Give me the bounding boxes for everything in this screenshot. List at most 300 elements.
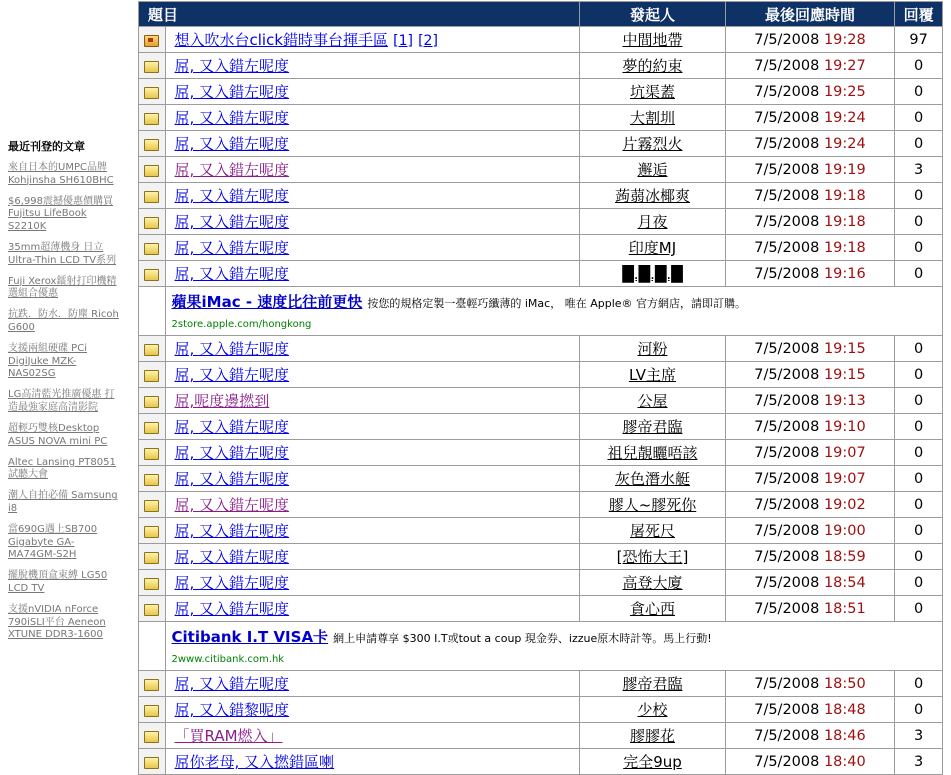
last-reply-date: 7/5/2008 <box>754 675 820 692</box>
sidebar-article-link[interactable]: 擺脫機頂盒束縛 LG50 LCD TV <box>8 570 108 594</box>
ad-url[interactable]: 2store.apple.com/hongkong <box>171 319 312 330</box>
last-reply-cell <box>725 209 894 235</box>
last-reply-cell <box>725 466 894 492</box>
topic-title-cell <box>165 362 580 388</box>
last-reply-cell <box>725 53 894 79</box>
author-cell <box>580 209 726 235</box>
last-reply-date: 7/5/2008 <box>754 187 820 204</box>
last-reply-time: 19:18 <box>823 213 866 230</box>
author-cell <box>580 131 726 157</box>
topic-title-link[interactable]: 屌, 又入錯左呢度 <box>174 109 290 127</box>
last-reply-cell <box>725 183 894 209</box>
topic-title-cell <box>165 723 580 749</box>
last-reply-date: 7/5/2008 <box>754 83 820 100</box>
folder-icon <box>144 370 159 382</box>
last-reply-date: 7/5/2008 <box>754 135 820 152</box>
last-reply-cell <box>725 336 894 362</box>
reply-count: 0 <box>895 544 943 570</box>
last-reply-cell <box>725 544 894 570</box>
topic-icon-cell <box>139 544 166 570</box>
table-row <box>139 596 943 622</box>
author-cell <box>580 183 726 209</box>
topic-icon-cell <box>139 235 166 261</box>
author-link[interactable]: 膠帝君臨 <box>622 418 683 436</box>
header-author: 發起人 <box>580 2 726 27</box>
last-reply-date: 7/5/2008 <box>754 239 820 256</box>
topic-icon-cell <box>139 414 166 440</box>
topic-icon-cell <box>139 697 166 723</box>
sidebar <box>0 0 130 752</box>
author-link[interactable]: 屠死尺 <box>629 522 675 540</box>
reply-count: 0 <box>895 209 943 235</box>
author-link[interactable]: 印度MJ <box>628 239 677 257</box>
table-row <box>139 570 943 596</box>
last-reply-date: 7/5/2008 <box>754 340 820 357</box>
topic-title-cell <box>165 466 580 492</box>
topic-title-link[interactable]: 屌, 又入錯左呢度 <box>174 187 290 205</box>
folder-icon <box>144 165 159 177</box>
reply-count: 0 <box>895 336 943 362</box>
table-row <box>139 388 943 414</box>
reply-count: 0 <box>895 466 943 492</box>
last-reply-time: 19:15 <box>823 340 866 357</box>
author-cell <box>580 105 726 131</box>
topic-title-link[interactable]: 屌, 又入錯左呢度 <box>174 444 290 462</box>
last-reply-date: 7/5/2008 <box>754 31 820 48</box>
topic-title-link[interactable]: 屌, 又入錯左呢度 <box>174 239 290 257</box>
author-link[interactable]: 膠人~膠死你 <box>608 496 697 514</box>
last-reply-time: 18:54 <box>823 574 866 591</box>
topic-icon-cell <box>139 388 166 414</box>
author-cell <box>580 440 726 466</box>
topic-title-link[interactable]: 屌, 又入錯左呢度 <box>174 522 290 540</box>
sidebar-article-link[interactable]: 抗跌．防水．防塵 Ricoh G600 <box>8 309 119 333</box>
author-link[interactable]: 片霧烈火 <box>622 135 683 153</box>
author-link[interactable]: 祖兒靚曬唔該 <box>607 444 698 462</box>
reply-count: 0 <box>895 414 943 440</box>
sidebar-article-link[interactable]: 超輕巧雙核Desktop ASUS NOVA mini PC <box>8 423 108 447</box>
author-link[interactable]: 貪心西 <box>629 600 675 618</box>
folder-icon <box>144 757 159 769</box>
last-reply-time: 18:51 <box>823 600 866 617</box>
author-cell <box>580 518 726 544</box>
reply-count: 0 <box>895 79 943 105</box>
last-reply-time: 19:25 <box>823 83 866 100</box>
last-reply-time: 19:07 <box>823 470 866 487</box>
topic-title-link[interactable]: 屌, 又入錯左呢度 <box>174 265 290 283</box>
topic-icon-cell <box>139 596 166 622</box>
folder-icon <box>144 344 159 356</box>
author-cell <box>580 671 726 697</box>
last-reply-time: 18:46 <box>823 727 866 744</box>
reply-count: 0 <box>895 596 943 622</box>
topic-title-link[interactable]: 屌, 又入錯左呢度 <box>174 161 290 179</box>
folder-icon <box>144 422 159 434</box>
last-reply-cell <box>725 388 894 414</box>
sidebar-article-link[interactable]: 支援兩組硬碟 PCi DigiJuke MZK-NAS02SG <box>8 343 87 380</box>
folder-icon <box>144 448 159 460</box>
author-cell <box>580 723 726 749</box>
reply-count: 0 <box>895 183 943 209</box>
header-last-reply: 最後回應時間 <box>725 2 894 27</box>
last-reply-time: 19:13 <box>823 392 866 409</box>
reply-count: 0 <box>895 697 943 723</box>
topic-title-cell <box>165 183 580 209</box>
folder-icon <box>144 526 159 538</box>
topic-title-cell <box>165 209 580 235</box>
author-cell <box>580 79 726 105</box>
reply-count: 0 <box>895 518 943 544</box>
sponsored-row <box>139 622 943 671</box>
last-reply-time: 19:10 <box>823 418 866 435</box>
topic-title-cell <box>165 492 580 518</box>
last-reply-cell <box>725 131 894 157</box>
author-link[interactable]: 河粉 <box>637 340 668 358</box>
topic-title-cell <box>165 157 580 183</box>
author-cell <box>580 466 726 492</box>
topic-icon-cell <box>139 723 166 749</box>
author-cell <box>580 749 726 775</box>
reply-count: 0 <box>895 362 943 388</box>
folder-icon <box>144 396 159 408</box>
topic-title-link[interactable]: 「買RAM燃入」 <box>174 727 283 745</box>
topic-title-cell <box>165 388 580 414</box>
table-row <box>139 79 943 105</box>
topic-icon-cell <box>139 261 166 287</box>
topic-title-cell <box>165 53 580 79</box>
topic-title-cell <box>165 336 580 362</box>
last-reply-cell <box>725 362 894 388</box>
folder-icon <box>144 731 159 743</box>
ad-icon-cell <box>139 622 166 671</box>
author-cell <box>580 53 726 79</box>
last-reply-date: 7/5/2008 <box>754 522 820 539</box>
recent-articles-list <box>8 162 122 650</box>
last-reply-cell <box>725 492 894 518</box>
table-row <box>139 209 943 235</box>
reply-count: 0 <box>895 671 943 697</box>
table-row <box>139 671 943 697</box>
forum-topic-table <box>138 1 943 775</box>
last-reply-cell <box>725 261 894 287</box>
last-reply-time: 18:59 <box>823 548 866 565</box>
reply-count: 0 <box>895 105 943 131</box>
author-cell <box>580 235 726 261</box>
table-row <box>139 440 943 466</box>
sidebar-article-link[interactable]: 當690G遇上SB700 Gigabyte GA-MA74GM-S2H <box>8 524 98 561</box>
topic-title-link[interactable]: 屌, 又入錯左呢度 <box>174 574 290 592</box>
topic-icon-cell <box>139 749 166 775</box>
last-reply-cell <box>725 157 894 183</box>
reply-count: 0 <box>895 261 943 287</box>
topic-title-link[interactable]: 屌, 又入錯左呢度 <box>174 470 290 488</box>
author-cell <box>580 697 726 723</box>
author-cell <box>580 544 726 570</box>
last-reply-date: 7/5/2008 <box>754 600 820 617</box>
topic-title-cell <box>165 27 580 53</box>
ad-headline-link[interactable]: Citibank I.T VISA卡 <box>171 628 329 646</box>
author-link[interactable]: 高登大廈 <box>622 574 683 592</box>
header-topic: 題目 <box>139 2 580 27</box>
table-row <box>139 131 943 157</box>
topic-title-link[interactable]: 屌, 又入錯黎呢度 <box>174 701 290 719</box>
sidebar-title: 最近刊登的文章 <box>8 140 85 153</box>
reply-count: 3 <box>895 749 943 775</box>
ad-description: 網上申請尊享 $300 I.T或tout a coup 現金券、izzue原木時計等。馬上行動! <box>333 632 712 645</box>
author-link[interactable]: █.█.█.█ <box>622 265 683 283</box>
folder-icon <box>144 269 159 281</box>
last-reply-date: 7/5/2008 <box>754 366 820 383</box>
table-row <box>139 183 943 209</box>
author-link[interactable]: LV主席 <box>628 366 676 384</box>
sponsored-row <box>139 287 943 336</box>
last-reply-date: 7/5/2008 <box>754 548 820 565</box>
folder-icon <box>144 578 159 590</box>
last-reply-date: 7/5/2008 <box>754 57 820 74</box>
topic-title-cell <box>165 518 580 544</box>
topic-title-link[interactable]: 屌, 又入錯左呢度 <box>174 213 290 231</box>
last-reply-cell <box>725 414 894 440</box>
topic-title-cell <box>165 105 580 131</box>
table-row <box>139 414 943 440</box>
author-cell <box>580 570 726 596</box>
forum-table-body <box>139 27 943 775</box>
author-link[interactable]: [恐怖大王] <box>616 548 689 566</box>
reply-count: 0 <box>895 570 943 596</box>
table-row <box>139 723 943 749</box>
last-reply-date: 7/5/2008 <box>754 574 820 591</box>
sidebar-article-link[interactable]: $6,998震撼優惠價購買Fujitsu LifeBook S2210K <box>8 195 113 232</box>
folder-icon <box>144 113 159 125</box>
last-reply-date: 7/5/2008 <box>754 392 820 409</box>
table-row <box>139 544 943 570</box>
reply-count: 0 <box>895 388 943 414</box>
page-link[interactable]: [2] <box>418 33 438 49</box>
last-reply-cell <box>725 27 894 53</box>
sidebar-article-link[interactable]: LG高清藍光推廣優惠 打造最強家庭高清影院 <box>8 389 115 413</box>
last-reply-time: 19:24 <box>823 135 866 152</box>
hot-topic-folder-icon <box>144 35 159 47</box>
sidebar-article-link[interactable]: Altec Lansing PT8051 試聽大會 <box>8 456 116 481</box>
last-reply-date: 7/5/2008 <box>754 753 820 770</box>
author-cell <box>580 27 726 53</box>
author-cell <box>580 336 726 362</box>
author-link[interactable]: 蒟蒻冰椰爽 <box>614 187 690 205</box>
table-row <box>139 105 943 131</box>
topic-icon-cell <box>139 671 166 697</box>
topic-icon-cell <box>139 570 166 596</box>
last-reply-time: 19:18 <box>823 239 866 256</box>
topic-title-cell <box>165 414 580 440</box>
ad-cell <box>165 622 942 671</box>
author-link[interactable]: 邂逅 <box>637 161 668 179</box>
author-link[interactable]: 坑渠蓋 <box>629 83 675 101</box>
folder-icon <box>144 500 159 512</box>
reply-count: 3 <box>895 157 943 183</box>
topic-title-link[interactable]: 屌, 又入錯左呢度 <box>174 366 290 384</box>
reply-count: 3 <box>895 723 943 749</box>
ad-headline-link[interactable]: 蘋果iMac - 速度比往前更快 <box>171 293 363 311</box>
topic-icon-cell <box>139 336 166 362</box>
last-reply-date: 7/5/2008 <box>754 109 820 126</box>
reply-count: 0 <box>895 53 943 79</box>
folder-icon <box>144 243 159 255</box>
reply-count: 97 <box>895 27 943 53</box>
topic-title-cell <box>165 697 580 723</box>
author-link[interactable]: 夢的約束 <box>622 57 683 75</box>
sidebar-article-link[interactable]: 潮人自拍必備 Samsung i8 <box>8 490 118 514</box>
table-header-row <box>139 2 943 27</box>
topic-icon-cell <box>139 466 166 492</box>
sidebar-article-link[interactable]: 支援nVIDIA nForce 790iSLI平台 Aeneon XTUNE DDR3-1600 <box>8 604 106 641</box>
reply-count: 0 <box>895 131 943 157</box>
topic-icon-cell <box>139 183 166 209</box>
folder-icon <box>144 552 159 564</box>
last-reply-time: 19:19 <box>823 161 866 178</box>
last-reply-time: 19:16 <box>823 265 866 282</box>
topic-icon-cell <box>139 492 166 518</box>
last-reply-time: 19:28 <box>823 31 866 48</box>
topic-icon-cell <box>139 440 166 466</box>
author-link[interactable]: 少校 <box>637 701 668 719</box>
topic-icon-cell <box>139 27 166 53</box>
table-row <box>139 749 943 775</box>
last-reply-time: 18:50 <box>823 675 866 692</box>
author-link[interactable]: 大割圳 <box>629 109 675 127</box>
last-reply-date: 7/5/2008 <box>754 161 820 178</box>
last-reply-cell <box>725 570 894 596</box>
topic-icon-cell <box>139 157 166 183</box>
author-cell <box>580 388 726 414</box>
topic-title-cell <box>165 671 580 697</box>
topic-title-link[interactable]: 屌, 又入錯左呢度 <box>174 57 290 75</box>
last-reply-date: 7/5/2008 <box>754 701 820 718</box>
table-row <box>139 466 943 492</box>
topic-title-link[interactable]: 屌, 又入錯左呢度 <box>174 418 290 436</box>
ad-icon-cell <box>139 287 166 336</box>
table-row <box>139 157 943 183</box>
last-reply-time: 19:27 <box>823 57 866 74</box>
last-reply-cell <box>725 235 894 261</box>
ad-cell <box>165 287 942 336</box>
topic-title-link[interactable]: 屌, 又入錯左呢度 <box>174 600 290 618</box>
author-cell <box>580 414 726 440</box>
folder-icon <box>144 61 159 73</box>
table-row <box>139 27 943 53</box>
author-cell <box>580 362 726 388</box>
topic-title-cell <box>165 131 580 157</box>
last-reply-cell <box>725 440 894 466</box>
topic-title-link[interactable]: 屌, 又入錯左呢度 <box>174 496 290 514</box>
ad-description: 按您的規格定製一臺輕巧纖薄的 iMac， 唯在 Apple® 官方網店，請即訂購。 <box>367 297 747 310</box>
author-link[interactable]: 膠膠花 <box>629 727 675 745</box>
sidebar-article-link[interactable]: 35mm超薄機身 日立Ultra-Thin LCD TV系列 <box>8 241 117 266</box>
topic-title-link[interactable]: 屌,呢度邊撚到 <box>174 392 270 410</box>
author-cell <box>580 261 726 287</box>
last-reply-date: 7/5/2008 <box>754 727 820 744</box>
topic-title-cell <box>165 749 580 775</box>
last-reply-time: 19:24 <box>823 109 866 126</box>
topic-icon-cell <box>139 53 166 79</box>
topic-icon-cell <box>139 105 166 131</box>
author-cell <box>580 157 726 183</box>
last-reply-cell <box>725 596 894 622</box>
topic-title-cell <box>165 235 580 261</box>
last-reply-time: 19:02 <box>823 496 866 513</box>
table-row <box>139 697 943 723</box>
last-reply-cell <box>725 671 894 697</box>
topic-title-link[interactable]: 屌, 又入錯左呢度 <box>174 135 290 153</box>
table-row <box>139 235 943 261</box>
last-reply-time: 18:48 <box>823 701 866 718</box>
header-replies: 回覆 <box>895 2 943 27</box>
topic-title-link[interactable]: 屌, 又入錯左呢度 <box>174 675 290 693</box>
last-reply-cell <box>725 723 894 749</box>
topic-icon-cell <box>139 131 166 157</box>
topic-title-cell <box>165 79 580 105</box>
last-reply-time: 19:00 <box>823 522 866 539</box>
topic-title-link[interactable]: 想入吹水台click錯時事台揮手區 <box>174 31 389 49</box>
last-reply-date: 7/5/2008 <box>754 470 820 487</box>
reply-count: 0 <box>895 235 943 261</box>
ad-url[interactable]: 2www.citibank.com.hk <box>171 654 285 665</box>
author-link[interactable]: 完全9up <box>623 753 682 771</box>
reply-count: 0 <box>895 440 943 466</box>
folder-icon <box>144 679 159 691</box>
sidebar-article-link[interactable]: Fuji Xerox鐳射打印機精選組合優惠 <box>8 275 117 300</box>
topic-icon-cell <box>139 209 166 235</box>
topic-icon-cell <box>139 362 166 388</box>
last-reply-time: 19:18 <box>823 187 866 204</box>
folder-icon <box>144 705 159 717</box>
last-reply-date: 7/5/2008 <box>754 496 820 513</box>
last-reply-cell <box>725 518 894 544</box>
topic-title-cell <box>165 570 580 596</box>
topic-title-link[interactable]: 屌你老母, 又入撚錯區喇 <box>174 753 335 771</box>
topic-title-cell <box>165 261 580 287</box>
folder-icon <box>144 474 159 486</box>
last-reply-date: 7/5/2008 <box>754 265 820 282</box>
page-link[interactable]: [1] <box>393 33 413 49</box>
author-link[interactable]: 灰色潛水艇 <box>614 470 690 488</box>
folder-icon <box>144 191 159 203</box>
author-link[interactable]: 中間地帶 <box>622 31 683 49</box>
topic-title-link[interactable]: 屌, 又入錯左呢度 <box>174 83 290 101</box>
table-row <box>139 336 943 362</box>
folder-icon <box>144 87 159 99</box>
author-cell <box>580 596 726 622</box>
author-link[interactable]: 膠帝君臨 <box>622 675 683 693</box>
author-cell <box>580 492 726 518</box>
topic-title-cell <box>165 544 580 570</box>
topic-title-link[interactable]: 屌, 又入錯左呢度 <box>174 548 290 566</box>
last-reply-time: 19:07 <box>823 444 866 461</box>
last-reply-date: 7/5/2008 <box>754 418 820 435</box>
last-reply-time: 19:15 <box>823 366 866 383</box>
author-link[interactable]: 公屋 <box>637 392 668 410</box>
topic-icon-cell <box>139 79 166 105</box>
sidebar-article-link[interactable]: 來自日本的UMPC品牌 Kohjinsha SH610BHC <box>8 162 114 186</box>
last-reply-cell <box>725 749 894 775</box>
topic-title-cell <box>165 596 580 622</box>
folder-icon <box>144 139 159 151</box>
topic-title-link[interactable]: 屌, 又入錯左呢度 <box>174 340 290 358</box>
author-link[interactable]: 月夜 <box>637 213 668 231</box>
last-reply-cell <box>725 79 894 105</box>
topic-title-cell <box>165 440 580 466</box>
last-reply-date: 7/5/2008 <box>754 213 820 230</box>
table-row <box>139 518 943 544</box>
